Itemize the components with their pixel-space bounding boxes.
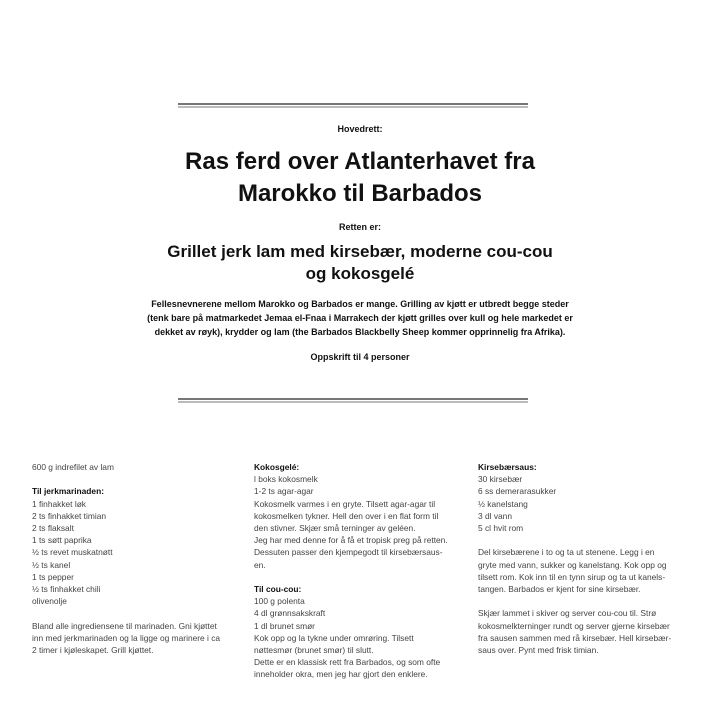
recipe-line: Bland alle ingrediensene til marinaden. Gni kjøttet — [32, 620, 217, 631]
section-heading: Til cou-cou: — [254, 584, 302, 595]
recipe-line: 3 dl vann — [478, 510, 512, 521]
recipe-line: 2 ts flaksalt — [32, 523, 74, 533]
recipe-line: 2 ts finhakket timian — [32, 510, 107, 521]
recipe-line: 1 dl brunet smør — [254, 620, 315, 631]
recipe-line: ½ ts kanel — [32, 559, 71, 570]
recipe-line: den stivner. Skjær små terninger av geléen. — [254, 523, 416, 534]
recipe-line: Dessuten passer den kjempegodt til kirsebærsaus- — [254, 547, 443, 558]
recipe-line: en. — [254, 559, 266, 570]
recipe-line: Kokosmelk varmes i en gryte. Tilsett agar-agar til — [254, 498, 436, 509]
dish-label: Retten er: — [338, 222, 381, 232]
recipe-line: kokosmelkterninger rundt og server gjerne kirsebær — [478, 620, 670, 631]
spacer — [478, 534, 693, 546]
section-heading: Til jerkmarinaden: — [32, 486, 104, 497]
dish-line: og kokosgelé — [305, 264, 415, 283]
recipe-line: inneholder okra, men jeg har gjort den enklere. — [254, 669, 428, 680]
recipe-line: tangen. Barbados er kjent for sine kirsebær. — [478, 584, 641, 595]
spacer — [32, 607, 240, 619]
recipe-line: 1 ts søtt paprika — [32, 535, 92, 546]
recipe-line: 2 timer i kjøleskapet. Grill kjøttet. — [32, 645, 154, 656]
recipe-line: Dette er en klassisk rett fra Barbados, og som ofte — [254, 657, 441, 668]
page-title — [120, 146, 600, 210]
recipe-line: 1-2 ts agar-agar — [254, 486, 314, 497]
section-heading: Kirsebærsaus: — [478, 462, 537, 472]
recipe-line: kokosmelken tykner. Hell den over i en flat form til — [254, 510, 439, 521]
recipe-line: 6 ss demerarasukker — [478, 486, 557, 497]
top-divider — [178, 103, 528, 108]
recipe-line: Jeg har med denne for å få et tropisk preg på retten. — [254, 535, 448, 546]
recipe-line: fra sausen sammen med rå kirsebær. Hell kirsebær- — [478, 632, 672, 643]
sides-column — [254, 461, 464, 681]
recipe-line: Del kirsebærene i to og ta ut stenene. Legg i en — [478, 547, 655, 558]
title-line: Marokko til Barbados — [237, 180, 483, 207]
intro-paragraph — [140, 297, 580, 339]
intro-line: Fellesnevnerene mellom Marokko og Barbados er mange. Grilling av kjøtt er utbredt begge steder — [151, 299, 569, 309]
recipe-line: Skjær lammet i skiver og server cou-cou til. Strø — [478, 608, 657, 619]
spacer — [32, 473, 240, 485]
spacer — [478, 595, 693, 607]
recipe-line: 100 g polenta — [254, 596, 305, 607]
recipe-line: 30 kirsebær — [478, 474, 523, 485]
recipe-line: 4 dl grønnsakskraft — [254, 608, 326, 619]
recipe-line: ½ kanelstang — [478, 498, 528, 509]
spacer — [254, 571, 464, 583]
recipe-line: l boks kokosmelk — [254, 474, 318, 485]
recipe-line: tilsett rom. Kok inn til en tynn sirup og ta ut kanels- — [478, 571, 666, 582]
course-label: Hovedrett: — [337, 124, 383, 134]
recipe-line: ½ ts revet muskatnøtt — [32, 547, 113, 558]
recipe-line: inn med jerkmarinaden og la ligge og marinere i ca — [32, 632, 221, 643]
dish-line: Grillet jerk lam med kirsebær, moderne cou-cou — [167, 242, 553, 261]
recipe-line: nøttesmør (brunet smør) til slutt. — [254, 645, 374, 656]
lamb-column — [32, 461, 240, 656]
servings-note: Oppskrift til 4 personer — [310, 352, 410, 362]
dish-title — [120, 241, 600, 285]
recipe-line: olivenolje — [32, 596, 67, 607]
recipe-line: gryte med vann, sukker og kanelstang. Kok opp og — [478, 559, 667, 570]
recipe-line: 5 cl hvit rom — [478, 523, 524, 534]
recipe-line: 600 g indrefilet av lam — [32, 462, 114, 472]
intro-line: dekket av røyk), krydder og lam (the Barbados Blackbelly Sheep kommer opprinnelig fra Afrika). — [154, 327, 566, 337]
recipe-line: 1 ts pepper — [32, 571, 74, 582]
intro-line: (tenk bare på matmarkedet Jemaa el-Fnaa i Marrakech der kjøtt grilles over kull og hele markedet er — [147, 313, 573, 323]
recipe-line: Kok opp og la tykne under omrøring. Tilsett — [254, 632, 414, 643]
sauce-column — [478, 461, 693, 656]
recipe-line: saus over. Pynt med frisk timian. — [478, 645, 599, 656]
recipe-line: 1 finhakket løk — [32, 498, 86, 509]
bottom-divider — [178, 398, 528, 403]
recipe-line: ½ ts finhakket chili — [32, 584, 101, 595]
section-heading: Kokosgelé: — [254, 462, 300, 472]
title-line: Ras ferd over Atlanterhavet fra — [185, 148, 535, 175]
